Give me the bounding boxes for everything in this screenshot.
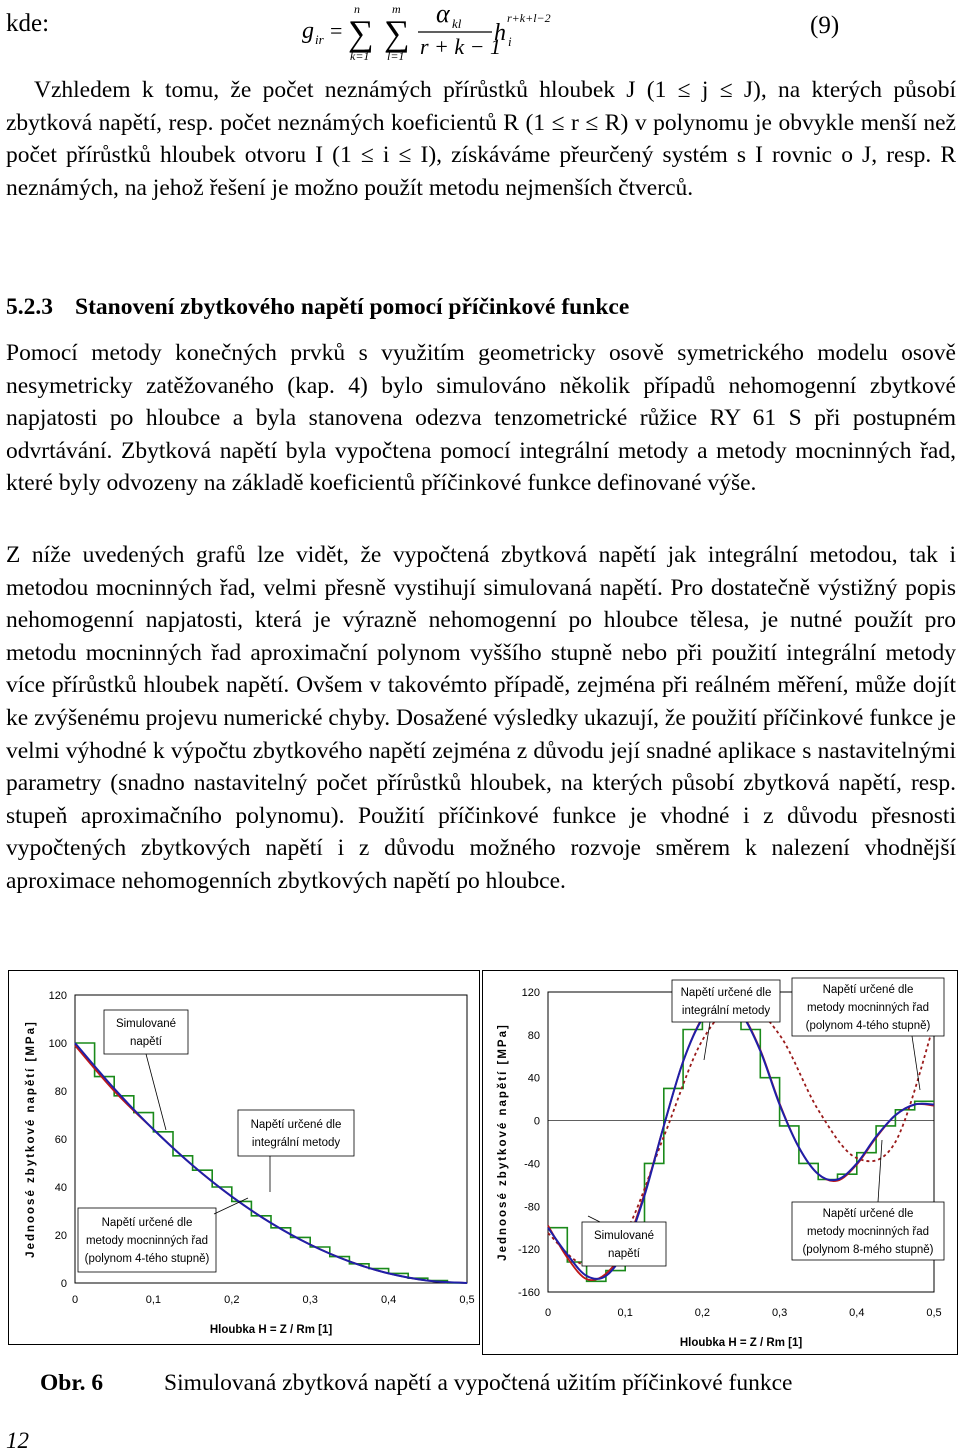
svg-text:∑: ∑: [348, 13, 374, 53]
y-axis-label: Jednoosé zbytkové napětí [MPa]: [25, 1020, 37, 1258]
equation-number: (9): [810, 12, 840, 39]
y-tick-label: 80: [54, 1086, 67, 1098]
annotation-power-text: Napětí určené dle metody mocninných řad (polynom 4-tého stupně): [84, 1217, 210, 1265]
paragraph-2: Pomocí metody konečných prvků s využitím geometricky osově symetrického modelu osově nesymetricky zatěžovaného (kap. 4) bylo simulováno několik případů nehomogenní zbytkové napjatosti po hloubce a byla stanovena odezva tenzometrické růžice RY 61 S při postupném odvrtávání. Zbytková napětí byla vypočtena pomocí integrální metody a metody mocninných řad, které byly odvozeny na základě koeficientů příčinkové funkce definované výše.: [6, 340, 956, 497]
y-tick-label: -40: [524, 1158, 540, 1171]
figure-label: Obr. 6: [40, 1370, 104, 1396]
x-tick-label: 0,1: [145, 1294, 162, 1306]
x-tick-label: 0,5: [926, 1307, 942, 1319]
y-tick-label: -80: [524, 1201, 540, 1214]
y-tick-label: -120: [517, 1244, 540, 1257]
x-tick-label: 0,2: [224, 1294, 240, 1306]
eq-denominator: r + k − 1: [420, 34, 502, 59]
annotation-integral-box: [238, 1110, 354, 1156]
annotation-power8-pointer: [878, 1140, 882, 1202]
eq-sum2-top: m: [392, 2, 401, 16]
x-tick-label: 0,1: [617, 1307, 633, 1319]
annotation-power: [78, 1198, 248, 1272]
paragraph-1-text: Vzhledem k tomu, že počet neznámých přírůstků hloubek J (1 ≤ j ≤ J), na kterých působí zbytková napětí, resp. počet neznámých koeficientů R (1 ≤ r ≤ R) v polynomu je obvykle menší než počet přírůstků hloubek otvoru I (1 ≤ i ≤ I), získáváme přeurčený systém s I rovnic o J, resp. R neznámých, na jehož řešení je možno použít metodu nejmenších čtverců.: [6, 77, 956, 201]
x-tick-label: 0,4: [380, 1294, 397, 1306]
eq-h-sup: r+k+l−2: [507, 11, 551, 25]
x-tick-label: 0,4: [849, 1307, 865, 1319]
chart-right: [482, 970, 958, 1355]
eq-sum1-bottom: k=1: [350, 49, 370, 63]
x-tick-label: 0,5: [459, 1294, 475, 1306]
x-axis-label: Hloubka H = Z / Rm [1]: [209, 1324, 333, 1336]
x-tick-label: 0: [544, 1307, 552, 1319]
y-tick-label: 100: [48, 1038, 67, 1050]
y-tick-label: 0: [60, 1278, 67, 1290]
svg-text:∑: ∑: [384, 13, 410, 53]
figure-caption: Simulovaná zbytková napětí a vypočtená užitím příčinkové funkce: [164, 1370, 793, 1396]
paragraph-1: [6, 74, 956, 204]
x-tick-label: 0: [71, 1294, 79, 1306]
eq-lhs: g: [302, 18, 314, 44]
y-tick-label: 60: [54, 1134, 67, 1146]
y-tick-label: 40: [527, 1072, 540, 1085]
y-tick-label: -160: [517, 1287, 540, 1299]
annotation-integral-text: Napětí určené dle integrální metody: [250, 1119, 342, 1149]
eq-h-sub: i: [508, 34, 512, 49]
annotation-power4-pointer: [912, 1036, 920, 1090]
eq-sum2-bottom: l=1: [387, 49, 405, 63]
eq-sum1-top: n: [354, 2, 360, 16]
eq-numerator: α: [436, 0, 450, 28]
chart-left: [8, 970, 480, 1345]
y-tick-label: 40: [54, 1182, 67, 1194]
paragraph-3: Z níže uvedených grafů lze vidět, že vypočtená zbytková napětí jak integrální metodou, tak i metodou mocninných řad, velmi přesně vystihují simulovaná napětí. Pro dostatečně výstižný popis nehomogenní napjatosti, která je výrazně nehomogenní po hloubce tělesa, je nutné použít pro metodu mocninných řad aproximační polynom vyššího stupně nebo při použití integrální metody více přírůstků hloubek napětí. Ovšem v takovémto případě, zejména při reálném měření, může dojít ke zvýšenému projevu numerické chyby. Dosažené výsledky ukazují, že použití příčinkové funkce je velmi výhodné k výpočtu zbytkového napětí zejména z důvodu její snadné aplikace s nastavitelnými parametry (snadno nastavitelný počet přírůstků hloubek, na kterých působí zbytková napětí, resp. stupeň aproximačního polynomu). Použití příčinkové funkce je vhodné i z důvodu přesnosti vypočtených zbytkových napětí i z důvodu možného rozvoje směrem k nalezení vhodnější aproximace nehomogenních zbytkových napětí po hloubce.: [6, 542, 956, 894]
equation-prefix: kde:: [6, 10, 50, 37]
svg-text:=: =: [330, 18, 343, 43]
annotation-power4-text: Napětí určené dle metody mocninných řad (polynom 4-tého stupně): [805, 984, 931, 1032]
y-tick-label: 20: [54, 1230, 67, 1242]
annotation-power8-text: Napětí určené dle metody mocninných řad (polynom 8-mého stupně): [802, 1208, 934, 1256]
y-tick-label: 0: [533, 1115, 540, 1128]
annotation-integral-text: Napětí určené dle integrální metody: [680, 987, 772, 1017]
equation-9: [300, 0, 580, 64]
eq-numerator-sub: kl: [452, 16, 462, 31]
page-number: 12: [6, 1428, 29, 1453]
annotation-simulated-pointer: [146, 1054, 166, 1130]
eq-h: h: [494, 20, 506, 46]
annotation-integral: [238, 1110, 354, 1192]
eq-lhs-sub: ir: [315, 32, 324, 47]
annotation-simulated-text: Simulované napětí: [593, 1230, 655, 1260]
annotation-simulated-text: Simulované napětí: [115, 1018, 177, 1048]
annotation-power4: [792, 978, 944, 1090]
y-tick-label: 120: [48, 990, 67, 1002]
x-tick-label: 0,3: [302, 1294, 318, 1306]
y-tick-label: 120: [521, 987, 540, 999]
x-tick-label: 0,2: [694, 1307, 711, 1319]
x-axis-label: Hloubka H = Z / Rm [1]: [679, 1337, 803, 1349]
chart-border: [9, 971, 480, 1345]
annotation-simulated: [582, 1216, 666, 1266]
x-tick-label: 0,3: [771, 1307, 788, 1319]
annotation-simulated-pointer: [588, 1216, 600, 1222]
y-axis-label: Jednoosé zbytkové napětí [MPa]: [497, 1023, 509, 1261]
section-title: Stanovení zbytkového napětí pomocí příčinkové funkce: [75, 294, 630, 320]
section-number: 5.2.3: [6, 294, 53, 320]
annotation-integral-pointer: [704, 1022, 710, 1060]
annotation-power8: [792, 1140, 944, 1260]
section-heading: [6, 294, 629, 321]
y-tick-label: 80: [527, 1029, 540, 1042]
